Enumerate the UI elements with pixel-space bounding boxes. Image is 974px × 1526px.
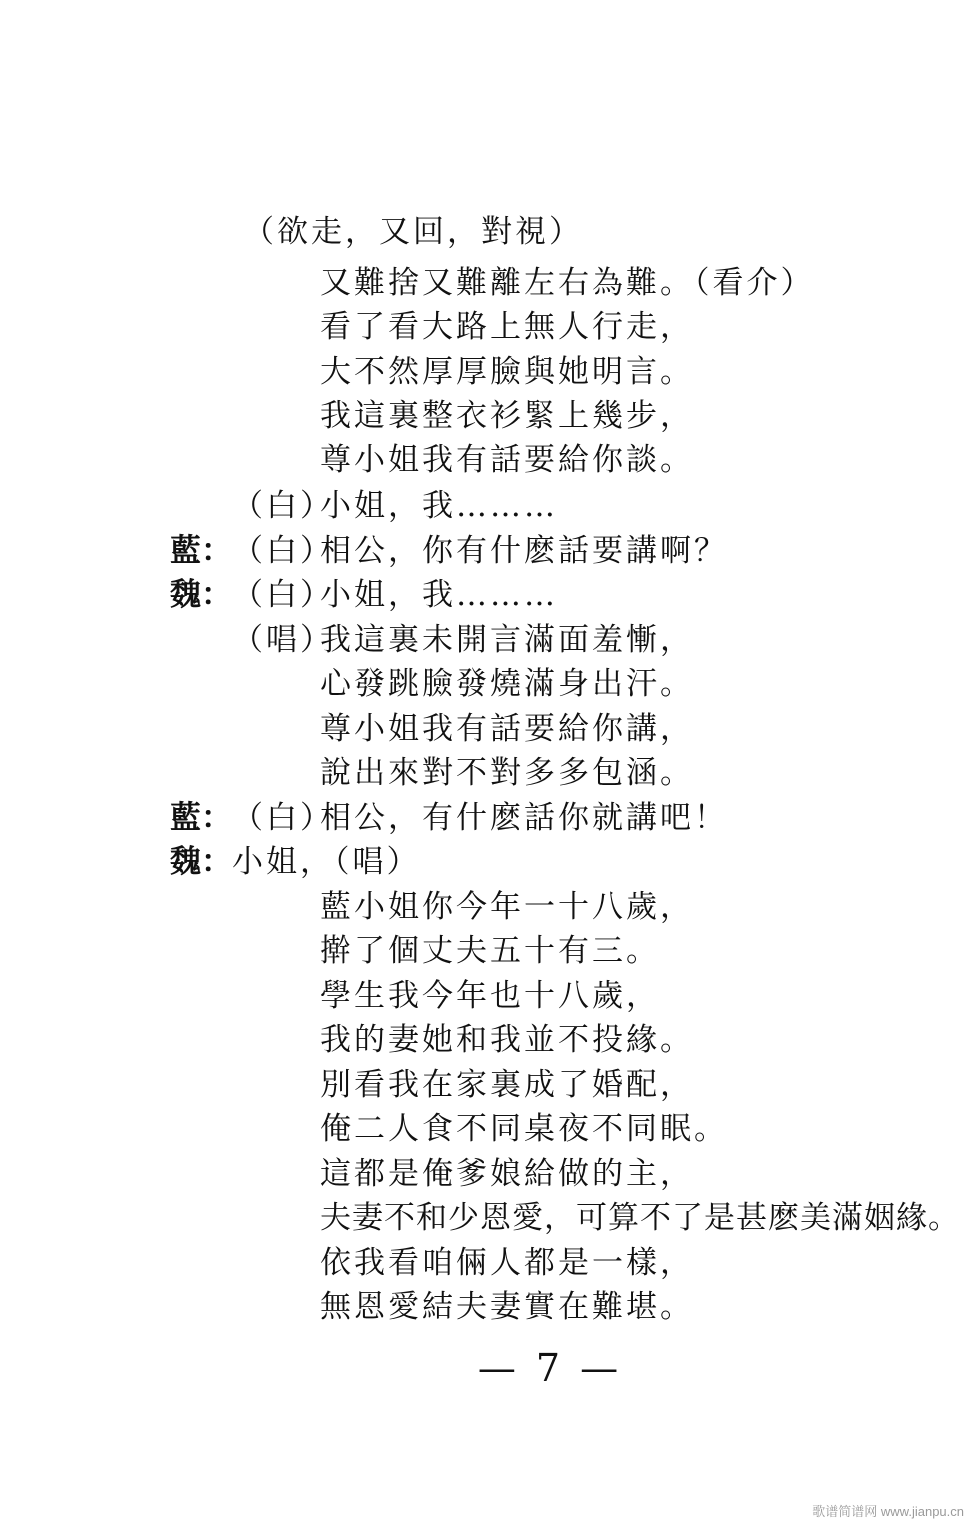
stage-direction: （欲走，又回，對視）: [243, 214, 583, 250]
speaker-label: 藍：: [170, 533, 232, 569]
dialogue-line: 相公，你有什麽話要講啊？: [320, 533, 728, 569]
speaker-label: 魏：: [170, 844, 232, 880]
dialogue-line: 相公，有什麽話你就講吧！: [320, 800, 728, 836]
lyric-line: 別看我在家裏成了婚配，: [320, 1067, 694, 1103]
lyric-line: 俺二人食不同桌夜不同眠。: [320, 1111, 728, 1147]
speech-tag: （白）: [232, 533, 334, 569]
lyric-line: 心發跳臉發燒滿身出汗。: [320, 666, 694, 702]
lyric-line: 大不然厚厚臉與她明言。: [320, 354, 694, 390]
sing-tag: （唱）: [232, 622, 334, 658]
lyric-line: 看了看大路上無人行走，: [320, 309, 694, 345]
lyric-line: 學生我今年也十八歲，: [320, 978, 660, 1014]
lyric-line: 這都是俺爹娘給做的主，: [320, 1156, 694, 1192]
lyric-line: 我的妻她和我並不投緣。: [320, 1022, 694, 1058]
speech-tag: （白）: [232, 488, 334, 524]
speaker-label: 藍：: [170, 800, 232, 836]
lyric-line: 又難捨又難離左右為難。（看介）: [320, 265, 815, 301]
dialogue-line: 小姐，（唱）: [232, 844, 421, 880]
lyric-line: 我這裏未開言滿面羞慚，: [320, 622, 694, 658]
watermark: 歌谱简谱网 www.jianpu.cn: [812, 1504, 964, 1519]
dialogue-line: 小姐，我………: [320, 577, 558, 613]
lyric-line: 無恩愛結夫妻實在難堪。: [320, 1289, 694, 1325]
speech-tag: （白）: [232, 577, 334, 613]
lyric-line: 依我看咱倆人都是一樣，: [320, 1245, 694, 1281]
lyric-line: 夫妻不和少恩愛，可算不了是甚麽美滿姻緣。: [320, 1200, 960, 1236]
lyric-line: 尊小姐我有話要給你講，: [320, 711, 694, 747]
lyric-line: 藍小姐你今年一十八歲，: [320, 889, 694, 925]
lyric-line: 擀了個丈夫五十有三。: [320, 933, 660, 969]
speaker-label: 魏：: [170, 577, 232, 613]
dialogue-line: 小姐，我………: [320, 488, 558, 524]
page-number: — 7 —: [477, 1346, 623, 1390]
speech-tag: （白）: [232, 800, 334, 836]
lyric-line: 尊小姐我有話要給你談。: [320, 442, 694, 478]
lyric-line: 我這裏整衣衫緊上幾步，: [320, 398, 694, 434]
lyric-line: 說出來對不對多多包涵。: [320, 755, 694, 791]
